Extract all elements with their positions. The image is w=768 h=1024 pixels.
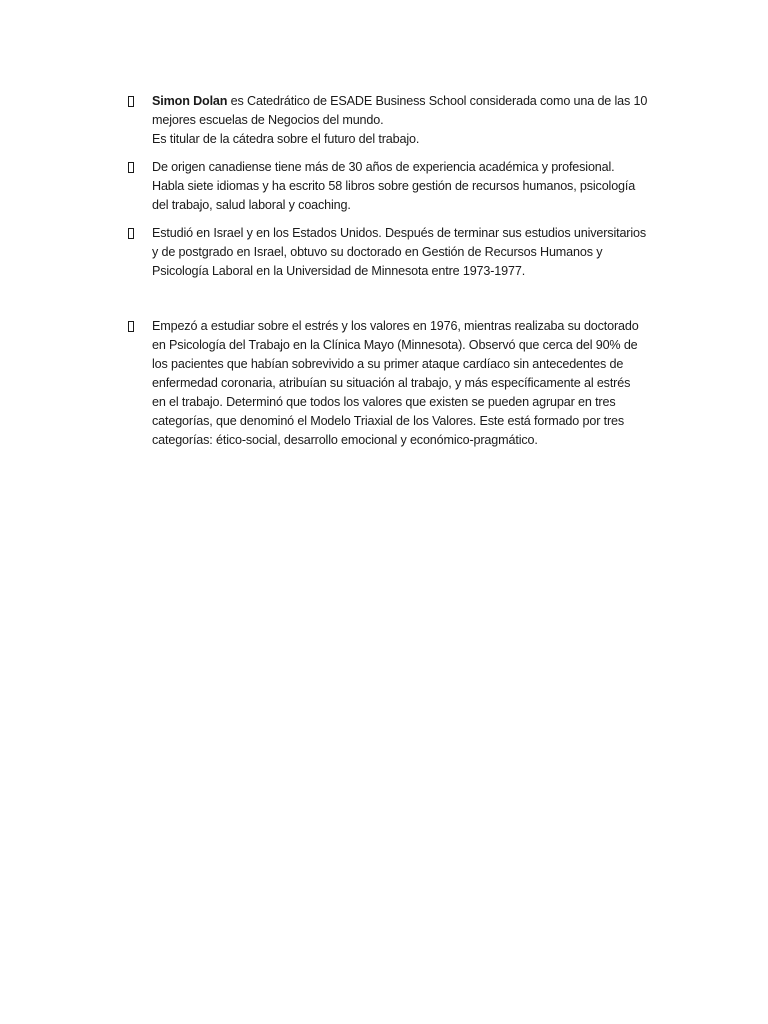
bullet-line: De origen canadiense tiene más de 30 años de experiencia académica y profesional. <box>152 160 615 174</box>
bullet-text: es Catedrático de ESADE Business School considerada como una de las 10 <box>227 94 648 108</box>
bullet-line: categorías: ético-social, desarrollo emocional y económico-pragmático. <box>152 433 538 447</box>
bullet-line: en el trabajo. Determinó que todos los valores que existen se pueden agrupar en tres <box>152 395 616 409</box>
bullet-item-research <box>128 317 668 450</box>
bullet-line <box>152 92 668 111</box>
bullet-item-bio <box>128 92 668 149</box>
bullet-line: enfermedad coronaria, atribuían su situación al trabajo, y más específicamente al estrés <box>152 376 631 390</box>
bullet-line: Estudió en Israel y en los Estados Unidos. Después de terminar sus estudios universitarios <box>152 226 647 240</box>
bullet-square-icon <box>128 162 134 173</box>
bullet-line: y de postgrado en Israel, obtuvo su doctorado en Gestión de Recursos Humanos y <box>152 245 603 259</box>
bullet-line: los pacientes que habían sobrevivido a su primer ataque cardíaco sin antecedentes de <box>152 357 624 371</box>
person-name: Simon Dolan <box>152 94 228 108</box>
bullet-line: Es titular de la cátedra sobre el futuro del trabajo. <box>152 132 420 146</box>
bullet-square-icon <box>128 321 134 332</box>
bullet-line: mejores escuelas de Negocios del mundo. <box>152 113 384 127</box>
bullet-line: Psicología Laboral en la Universidad de Minnesota entre 1973-1977. <box>152 264 526 278</box>
bullet-line: en Psicología del Trabajo en la Clínica Mayo (Minnesota). Observó que cerca del 90% de <box>152 338 638 352</box>
bullet-line: Empezó a estudiar sobre el estrés y los valores en 1976, mientras realizaba su doctorado <box>152 319 639 333</box>
bullet-line: Habla siete idiomas y ha escrito 58 libros sobre gestión de recursos humanos, psicología <box>152 179 636 193</box>
bullet-square-icon <box>128 96 134 107</box>
bullet-item-education <box>128 224 668 281</box>
bullet-list <box>128 92 668 450</box>
bullet-line: del trabajo, salud laboral y coaching. <box>152 198 351 212</box>
bullet-square-icon <box>128 228 134 239</box>
bullet-item-origin <box>128 158 668 215</box>
bullet-line: categorías, que denominó el Modelo Triaxial de los Valores. Este está formado por tres <box>152 414 624 428</box>
